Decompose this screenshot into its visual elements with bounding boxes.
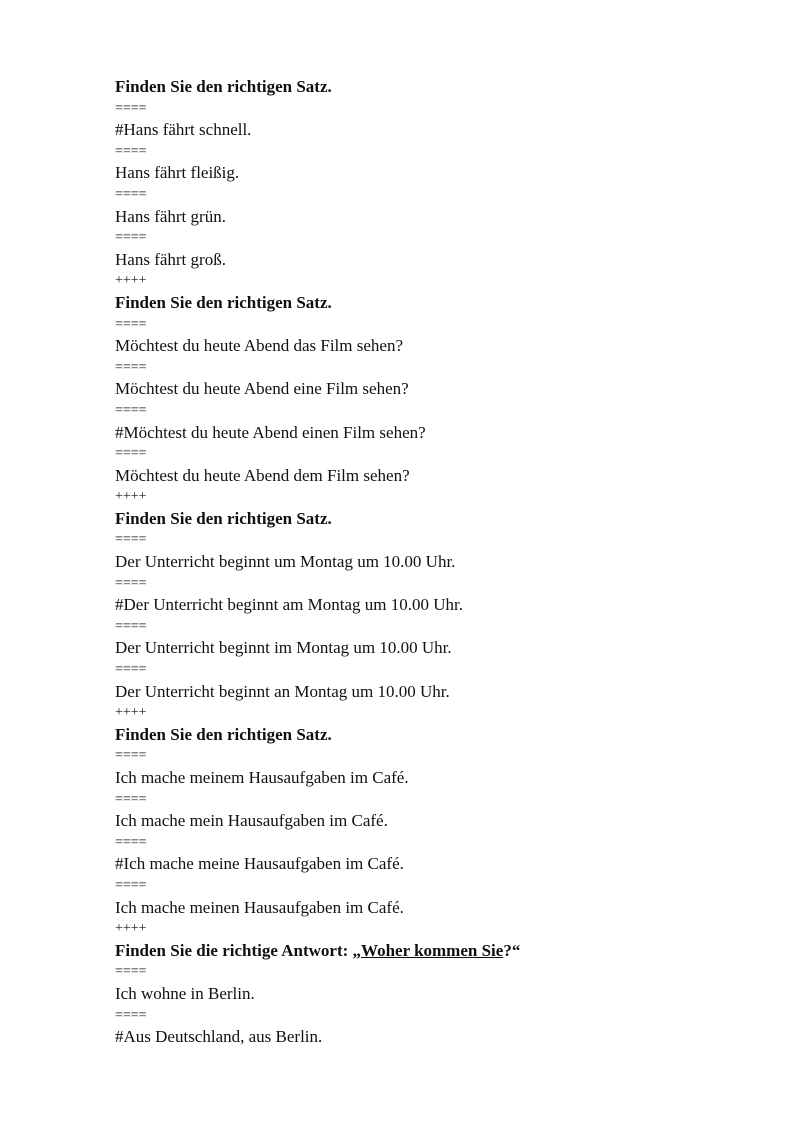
block-end-marker: ++++ — [115, 921, 147, 937]
separator: ==== — [115, 791, 147, 807]
question-heading: Finden Sie den richtigen Satz. — [115, 77, 332, 96]
answer-option: Möchtest du heute Abend das Film sehen? — [115, 336, 404, 356]
separator: ==== — [115, 618, 147, 634]
document-page — [115, 76, 735, 1048]
question-suffix: ?“ — [503, 940, 521, 960]
separator: ==== — [115, 1007, 147, 1023]
answer-option: #Möchtest du heute Abend einen Film sehen? — [115, 422, 426, 442]
separator: ==== — [115, 748, 147, 764]
separator: ==== — [115, 446, 147, 462]
separator: ==== — [115, 359, 147, 375]
answer-option: Ich mache meinen Hausaufgaben im Café. — [115, 897, 404, 917]
question-heading — [115, 940, 735, 962]
answer-option: Hans fährt fleißig. — [115, 163, 240, 183]
separator: ==== — [115, 143, 147, 159]
separator: ==== — [115, 877, 147, 893]
answer-option: #Der Unterricht beginnt am Montag um 10.00 Uhr. — [115, 595, 463, 615]
answer-option: #Ich mache meine Hausaufgaben im Café. — [115, 854, 404, 874]
answer-option: Möchtest du heute Abend dem Film sehen? — [115, 465, 410, 485]
separator: ==== — [115, 230, 147, 246]
answer-option: Der Unterricht beginnt im Montag um 10.00 Uhr. — [115, 638, 452, 658]
answer-option: Hans fährt grün. — [115, 206, 226, 226]
separator: ==== — [115, 834, 147, 850]
block-end-marker: ++++ — [115, 489, 147, 505]
answer-option: Möchtest du heute Abend eine Film sehen? — [115, 379, 409, 399]
separator: ==== — [115, 186, 147, 202]
answer-option: Ich mache meinem Hausaufgaben im Café. — [115, 768, 409, 787]
question-heading: Finden Sie den richtigen Satz. — [115, 292, 332, 312]
separator: ==== — [115, 662, 147, 678]
question-heading: Finden Sie den richtigen Satz. — [115, 508, 332, 528]
answer-option: Ich mache mein Hausaufgaben im Café. — [115, 811, 388, 831]
answer-option: Der Unterricht beginnt an Montag um 10.00 Uhr. — [115, 681, 450, 701]
separator: ==== — [115, 575, 147, 591]
separator: ==== — [115, 100, 147, 116]
answer-option: #Aus Deutschland, aus Berlin. — [115, 1027, 323, 1047]
question-underlined: Woher kommen Sie — [361, 940, 504, 960]
question-heading: Finden Sie den richtigen Satz. — [115, 724, 332, 744]
question-prefix: Finden Sie die richtige Antwort: „ — [115, 940, 362, 960]
answer-option: Hans fährt groß. — [115, 249, 226, 269]
answer-option: #Hans fährt schnell. — [115, 120, 252, 140]
answer-option: Ich wohne in Berlin. — [115, 983, 255, 1003]
separator: ==== — [115, 964, 147, 980]
block-end-marker: ++++ — [115, 273, 147, 289]
separator: ==== — [115, 402, 147, 418]
answer-option: Der Unterricht beginnt um Montag um 10.00 Uhr. — [115, 552, 456, 572]
block-end-marker: ++++ — [115, 705, 147, 721]
separator: ==== — [115, 532, 147, 548]
separator: ==== — [115, 316, 147, 332]
